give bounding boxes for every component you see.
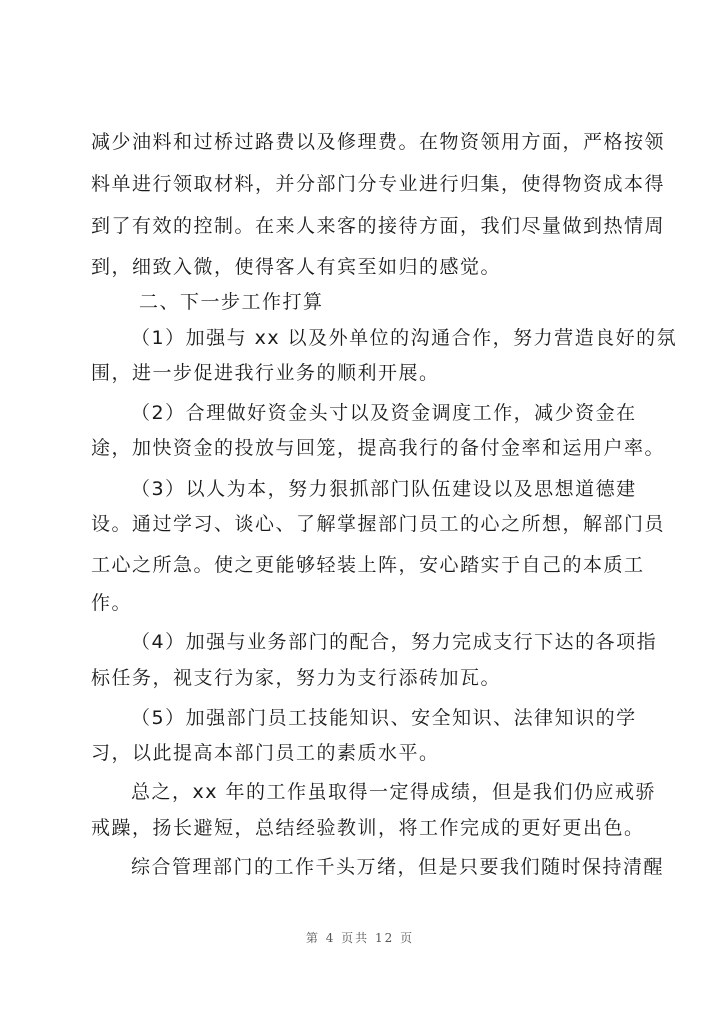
body-text-line: 途，加快资金的投放与回笼，提高我行的备付金率和运用户率。 [91,437,666,459]
page-number-footer: 第 4 页共 12 页 [305,931,415,945]
body-text-line: （5）加强部门员工技能知识、安全知识、法律知识的学 [131,707,637,729]
body-text-line: 总之，xx 年的工作虽取得一定得成绩，但是我们仍应戒骄 [131,781,657,803]
body-text-line: （2）合理做好资金头寸以及资金调度工作，减少资金在 [131,402,637,424]
body-text-line: （3）以人为本，努力狠抓部门队伍建设以及思想道德建 [131,478,637,500]
section-heading: 二、下一步工作打算 [139,291,324,313]
body-text-line: （1）加强与 xx 以及外单位的沟通合作，努力营造良好的氛 [131,327,678,349]
body-text-line: 作。 [91,592,133,614]
body-text-line: 到了有效的控制。在来人来客的接待方面，我们尽量做到热情周 [91,215,666,237]
body-text-line: 戒躁，扬长避短，总结经验教训，将工作完成的更好更出色。 [91,817,645,839]
body-text-line: 综合管理部门的工作千头万绪，但是只要我们随时保持清醒 [131,856,665,878]
body-text-line: 工心之所急。使之更能够轻装上阵，安心踏实于自己的本质工 [91,554,645,576]
body-text-line: 设。通过学习、谈心、了解掌握部门员工的心之所想，解部门员 [91,513,666,535]
body-text-line: 习，以此提高本部门员工的素质水平。 [91,742,440,764]
body-text-line: 标任务，视支行为家，努力为支行添砖加瓦。 [91,667,502,689]
body-text-line: （4）加强与业务部门的配合，努力完成支行下达的各项指 [131,631,658,653]
body-text-line: 围，进一步促进我行业务的顺利开展。 [91,362,440,384]
body-text-line: 到，细致入微，使得客人有宾至如归的感觉。 [91,256,502,278]
body-text-line: 减少油料和过桥过路费以及修理费。在物资领用方面，严格按领 [91,131,666,153]
body-text-line: 料单进行领取材料，并分部门分专业进行归集，使得物资成本得 [91,173,666,195]
